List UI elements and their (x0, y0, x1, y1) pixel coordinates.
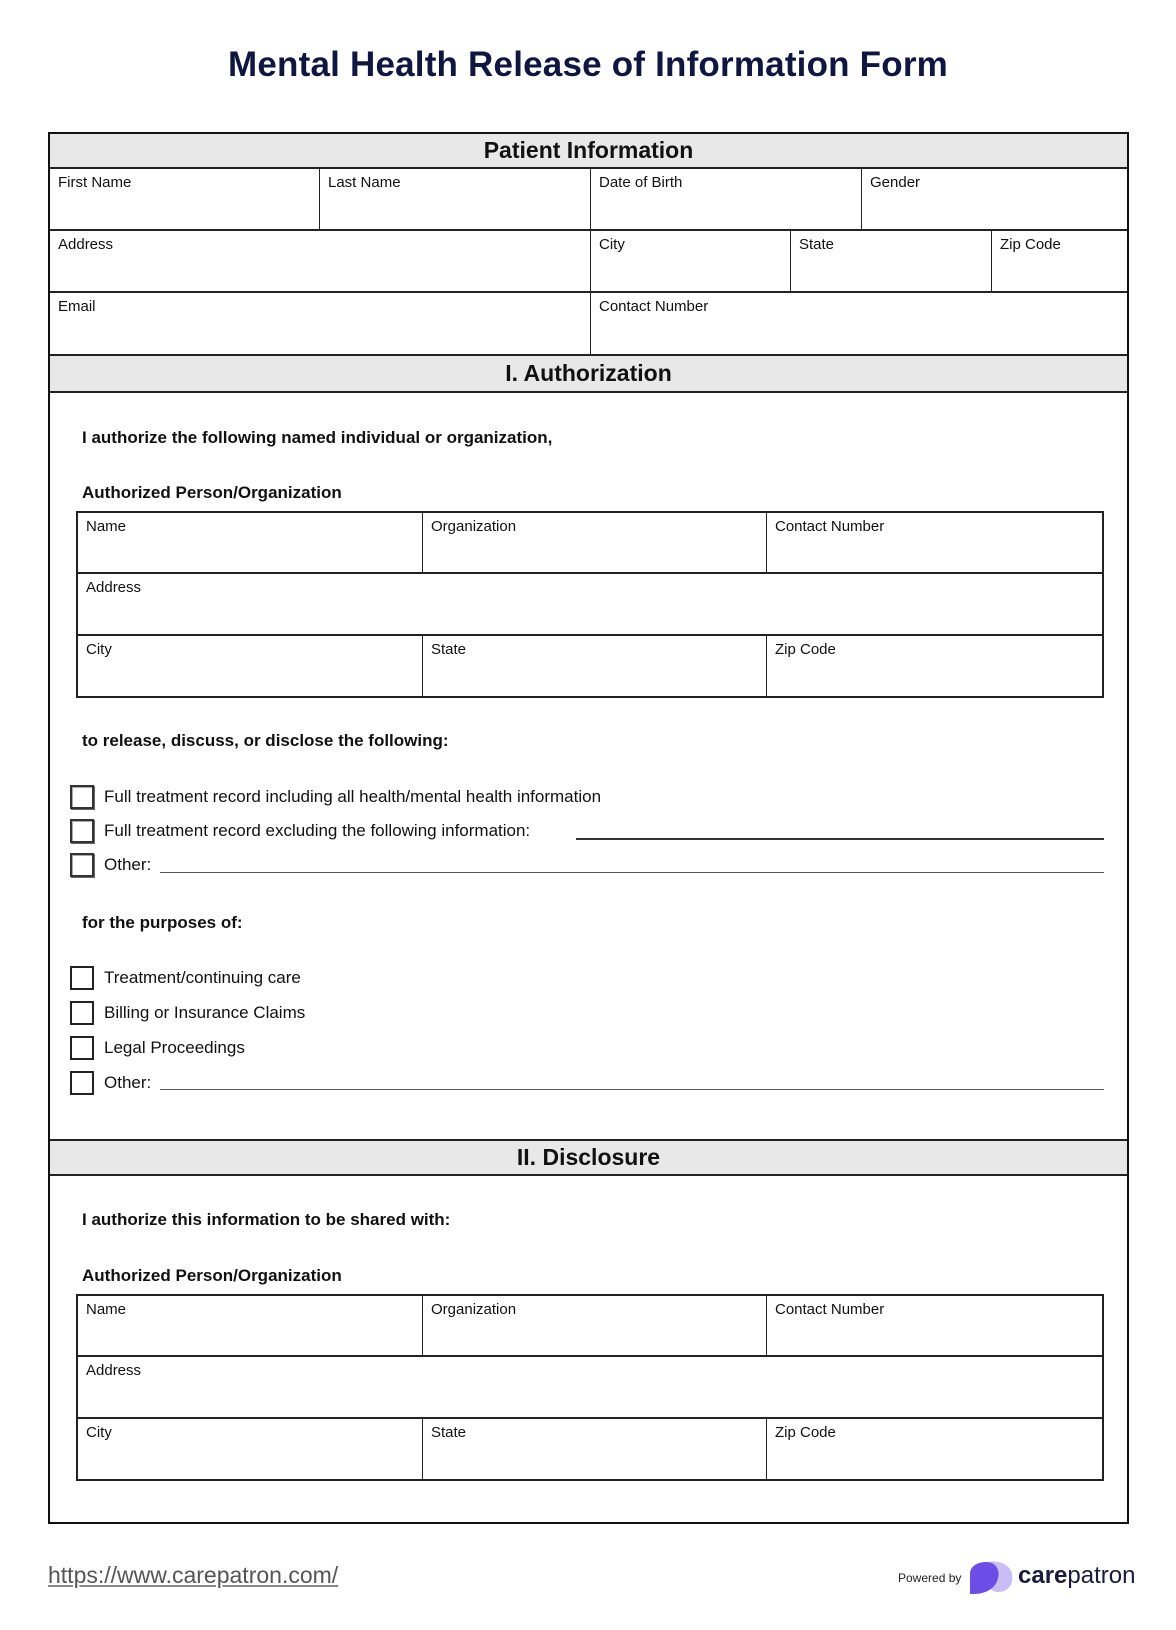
authorized-address-field[interactable]: Address (78, 574, 1102, 636)
disclosure-zip-code-field[interactable]: Zip Code (775, 1424, 836, 1441)
section-header-authorization: I. Authorization (50, 354, 1127, 393)
purpose-option-label: Other: (104, 1073, 152, 1092)
powered-by-label: Powered by (898, 1571, 962, 1585)
disclosure-state-field[interactable]: State (423, 1419, 767, 1479)
disclosure-name-field[interactable]: Name (78, 1296, 423, 1357)
purpose-option-billing[interactable] (70, 1000, 305, 1026)
disclosure-table-title: Authorized Person/Organization (82, 1266, 342, 1285)
purpose-option-label: Legal Proceedings (104, 1038, 245, 1057)
checkbox[interactable] (70, 1001, 94, 1025)
release-option-excluding[interactable] (70, 818, 530, 844)
brand-regular-text: patron (1067, 1562, 1136, 1589)
release-prompt: to release, discuss, or disclose the following: (82, 731, 449, 750)
disclosure-person-table (76, 1294, 1104, 1481)
checkbox[interactable] (70, 785, 94, 809)
excluded-info-input-line[interactable] (576, 838, 1104, 840)
carepatron-link[interactable]: https://www.carepatron.com/ (48, 1562, 339, 1588)
checkbox[interactable] (70, 853, 94, 877)
patient-contact-number-field[interactable]: Contact Number (599, 298, 709, 315)
purpose-option-label: Treatment/continuing care (104, 968, 301, 987)
release-option-other[interactable] (70, 852, 151, 878)
authorized-organization-field[interactable]: Organization (423, 513, 767, 574)
patient-first-name-field[interactable]: First Name (50, 169, 320, 231)
authorized-person-table (76, 511, 1104, 698)
patient-email-field[interactable]: Email (50, 293, 591, 355)
carepatron-logo-icon (966, 1560, 1014, 1594)
disclosure-address-field[interactable]: Address (78, 1357, 1102, 1419)
purpose-other-input-line[interactable] (160, 1089, 1104, 1090)
checkbox[interactable] (70, 1071, 94, 1095)
release-option-label: Full treatment record including all health/mental health information (104, 787, 602, 806)
page-title: Mental Health Release of Information Form (228, 45, 948, 84)
brand-bold-text: care (1018, 1562, 1068, 1589)
disclosure-contact-number-field[interactable]: Contact Number (767, 1296, 1102, 1357)
release-option-label: Full treatment record excluding the following information: (104, 821, 531, 840)
purpose-option-legal[interactable] (70, 1035, 245, 1061)
release-form (48, 132, 1129, 1524)
patient-gender-field[interactable]: Gender (862, 169, 1127, 231)
release-other-input-line[interactable] (160, 872, 1104, 873)
patient-zip-code-field[interactable]: Zip Code (992, 231, 1127, 293)
authorized-zip-code-field[interactable]: Zip Code (775, 641, 836, 658)
disclosure-intro: I authorize this information to be shared with: (82, 1210, 451, 1229)
carepatron-brand (1018, 1562, 1135, 1590)
section-header-patient-information: Patient Information (50, 134, 1127, 169)
release-option-full-record[interactable] (70, 784, 601, 810)
authorized-contact-number-field[interactable]: Contact Number (767, 513, 1102, 574)
purposes-prompt: for the purposes of: (82, 913, 243, 932)
section-header-disclosure: II. Disclosure (50, 1139, 1127, 1176)
authorized-city-field[interactable]: City (78, 636, 423, 696)
patient-city-field[interactable]: City (591, 231, 791, 293)
authorization-intro: I authorize the following named individual or organization, (82, 428, 553, 447)
authorization-table-title: Authorized Person/Organization (82, 483, 342, 502)
purpose-option-other[interactable] (70, 1070, 151, 1096)
disclosure-city-field[interactable]: City (78, 1419, 423, 1479)
purpose-option-treatment[interactable] (70, 965, 301, 991)
authorized-state-field[interactable]: State (423, 636, 767, 696)
purpose-option-label: Billing or Insurance Claims (104, 1003, 306, 1022)
authorized-name-field[interactable]: Name (78, 513, 423, 574)
checkbox[interactable] (70, 1036, 94, 1060)
checkbox[interactable] (70, 819, 94, 843)
patient-address-field[interactable]: Address (50, 231, 591, 293)
release-option-label: Other: (104, 855, 152, 874)
patient-last-name-field[interactable]: Last Name (320, 169, 591, 231)
disclosure-organization-field[interactable]: Organization (423, 1296, 767, 1357)
patient-state-field[interactable]: State (791, 231, 992, 293)
checkbox[interactable] (70, 966, 94, 990)
patient-date-of-birth-field[interactable]: Date of Birth (591, 169, 862, 231)
